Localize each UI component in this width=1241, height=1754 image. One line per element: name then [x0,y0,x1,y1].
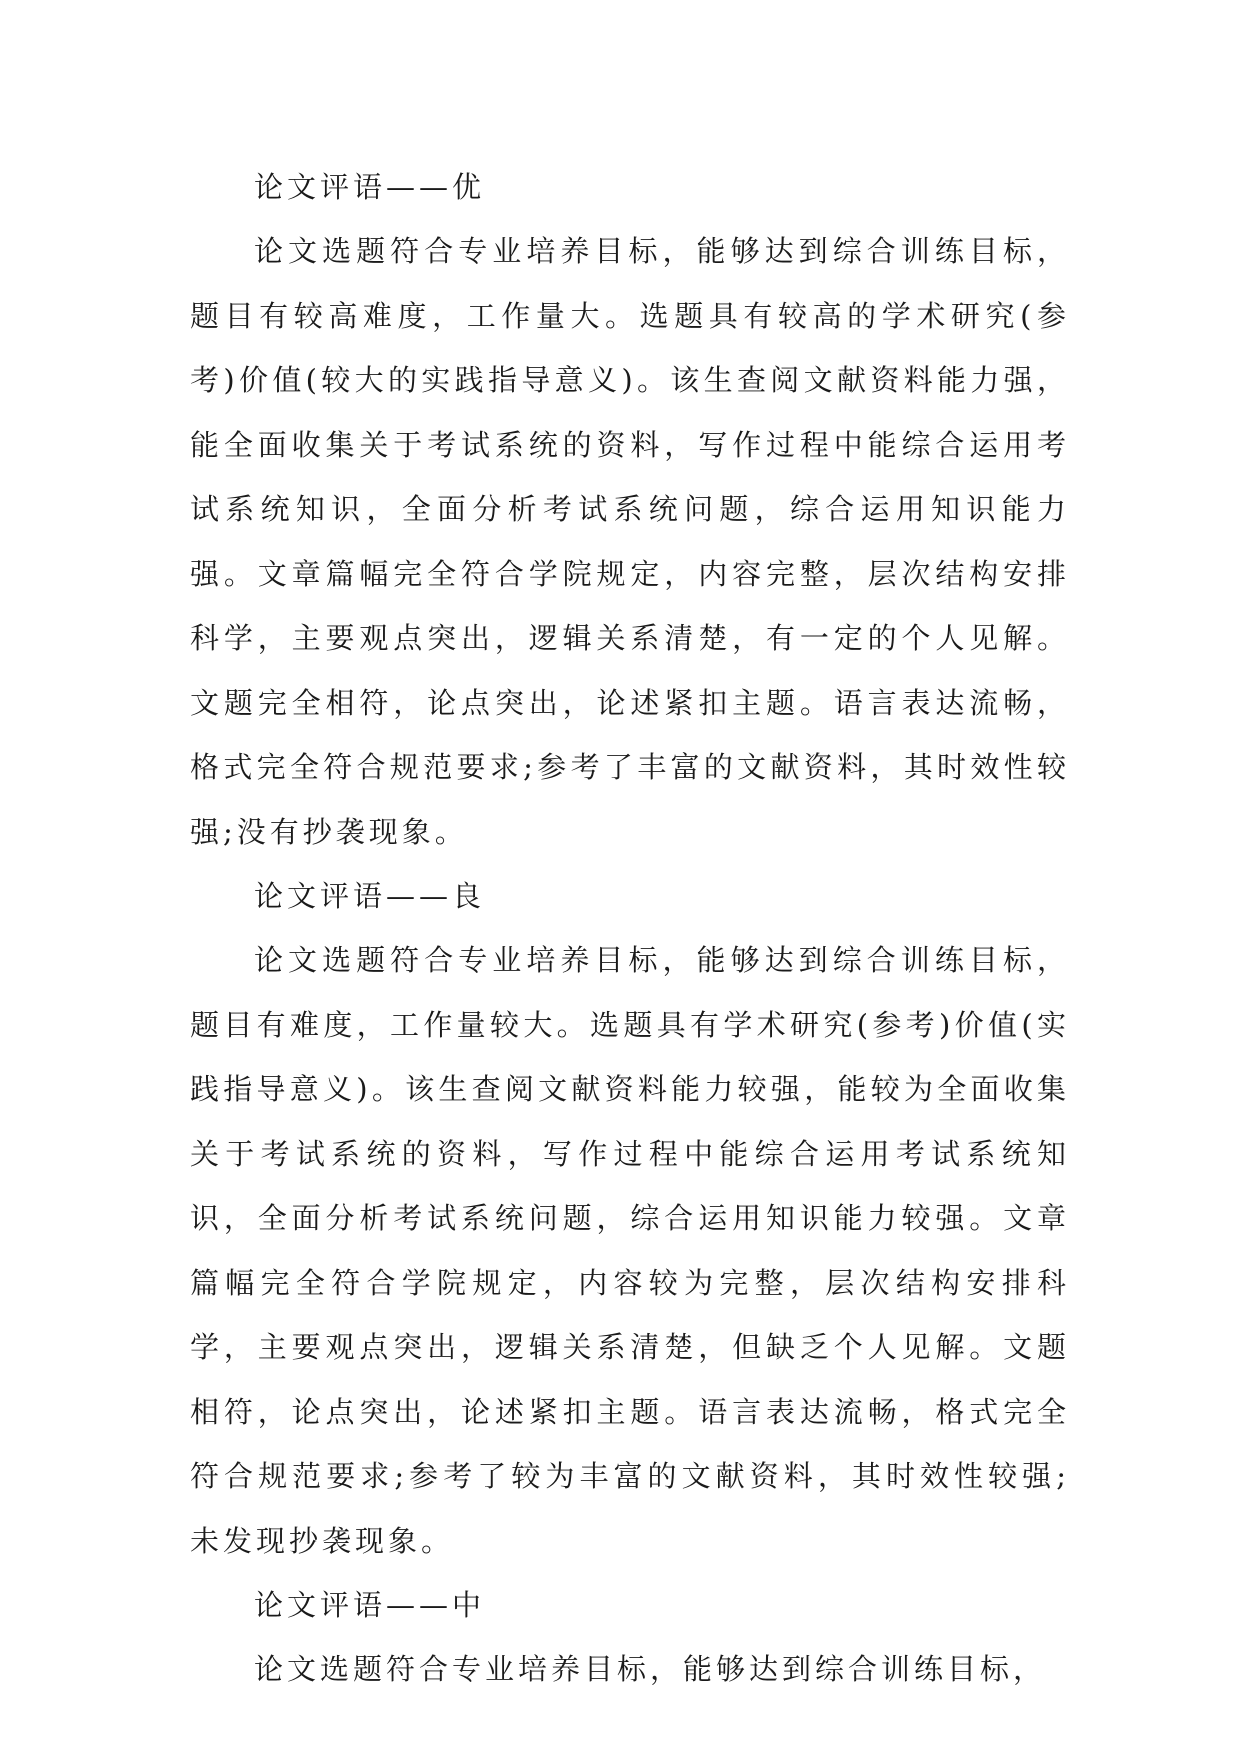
section-heading: 论文评语——良 [254,879,486,913]
section-body: 论文选题符合专业培养目标，能够达到综合训练目标，题目有较高难度，工作量大。选题具有较高的学术研究(参考)价值(较大的实践指导意义)。该生查阅文献资料能力强，能全面收集关于考试系统的资料，写作过程中能综合运用考试系统知识，全面分析考试系统问题，综合运用知识能力强。文章篇幅完全符合学院规定，内容完整，层次结构安排科学，主要观点突出，逻辑关系清楚，有一定的个人见解。文题完全相符，论点突出，论述紧扣主题。语言表达流畅，格式完全符合规范要求;参考了丰富的文献资料，其时效性较强;没有抄袭现象。 [190,234,1070,849]
section-excellent [190,155,1070,864]
section-heading: 论文评语——优 [254,170,486,204]
section-medium [190,1573,1070,1702]
section-good [190,864,1070,1573]
section-body: 论文选题符合专业培养目标，能够达到综合训练目标，题目有难度，工作量较大。选题具有学术研究(参考)价值(实践指导意义)。该生查阅文献资料能力较强，能较为全面收集关于考试系统的资料，写作过程中能综合运用考试系统知识，全面分析考试系统问题，综合运用知识能力较强。文章篇幅完全符合学院规定，内容较为完整，层次结构安排科学，主要观点突出，逻辑关系清楚，但缺乏个人见解。文题相符，论点突出，论述紧扣主题。语言表达流畅，格式完全符合规范要求;参考了较为丰富的文献资料，其时效性较强;未发现抄袭现象。 [190,943,1070,1558]
document-page [190,155,1070,1702]
section-heading: 论文评语——中 [254,1588,486,1622]
section-body: 论文选题符合专业培养目标，能够达到综合训练目标， [254,1652,1047,1686]
